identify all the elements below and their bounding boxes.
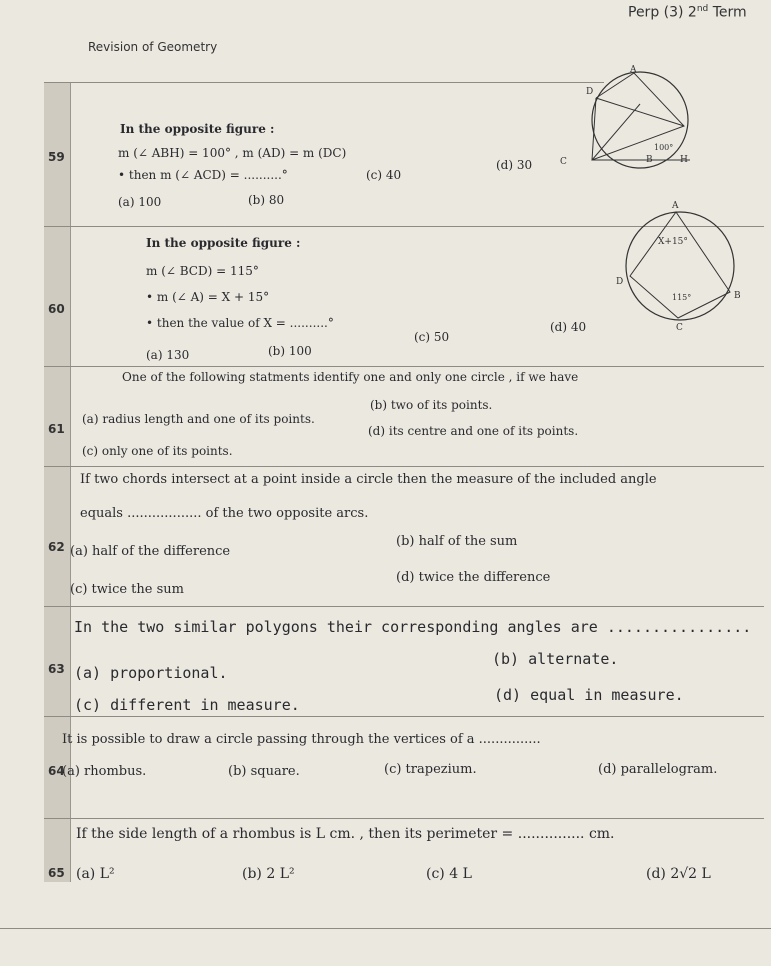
option-c[interactable]: (c) twice the sum <box>70 582 184 597</box>
question-number-59: 59 <box>48 150 65 164</box>
header-title: Perp (3) 2 <box>628 4 697 21</box>
option-b[interactable]: (b) half of the sum <box>396 534 518 549</box>
section-title: Revision of Geometry <box>88 40 218 54</box>
option-d[interactable]: (d) equal in measure. <box>494 686 684 704</box>
option-c[interactable]: (c) only one of its points. <box>82 444 233 458</box>
option-a[interactable]: (a) 100 <box>118 195 162 209</box>
option-a[interactable]: (a) half of the difference <box>70 544 231 559</box>
question-number-65: 65 <box>48 866 65 880</box>
option-d[interactable]: (d) 40 <box>550 320 587 334</box>
figure-label: H <box>680 155 688 165</box>
option-d[interactable]: (d) 2√2 L <box>646 866 711 882</box>
figure-label: D <box>586 87 594 97</box>
option-a[interactable]: (a) L² <box>76 866 115 882</box>
question-65-line: If the side length of a rhombus is L cm. , then its perimeter = ............... cm. <box>76 826 615 842</box>
option-b[interactable]: (b) 100 <box>268 344 312 358</box>
figure-label: B <box>646 155 653 165</box>
divider <box>44 82 604 83</box>
divider <box>44 716 764 717</box>
option-a[interactable]: (a) rhombus. <box>62 764 147 779</box>
divider <box>44 606 764 607</box>
question-number-60: 60 <box>48 302 65 316</box>
question-number-61: 61 <box>48 422 65 436</box>
quadrilateral <box>630 212 730 318</box>
figure-label: 100° <box>654 143 674 152</box>
option-a[interactable]: (a) radius length and one of its points. <box>82 412 315 426</box>
question-60-line: • then the value of X = ..........° <box>146 316 334 330</box>
question-60-line: m (∠ BCD) = 115° <box>146 264 259 278</box>
question-61-line: One of the following statments identify one and only one circle , if we have <box>122 370 579 384</box>
option-c[interactable]: (c) trapezium. <box>384 762 477 777</box>
option-b[interactable]: (b) square. <box>228 764 300 779</box>
question-59-line: • then m (∠ ACD) = ..........° <box>118 168 288 182</box>
option-b[interactable]: (b) 2 L² <box>242 866 295 882</box>
figure-label: C <box>560 157 567 167</box>
option-a[interactable]: (a) proportional. <box>74 664 228 682</box>
option-d[interactable]: (d) 30 <box>496 158 533 172</box>
divider <box>44 466 764 467</box>
question-60-line: In the opposite figure : <box>146 236 301 250</box>
circle <box>592 72 688 168</box>
question-63-line: In the two similar polygons their corresponding angles are ................ <box>74 618 752 636</box>
divider <box>0 928 771 929</box>
option-c[interactable]: (c) different in measure. <box>74 696 300 714</box>
option-b[interactable]: (b) alternate. <box>492 650 619 668</box>
option-c[interactable]: (c) 50 <box>414 330 450 344</box>
figure-label: A <box>672 201 679 211</box>
question-62-line: equals .................. of the two opposite arcs. <box>80 506 369 521</box>
divider <box>44 366 764 367</box>
option-d[interactable]: (d) parallelogram. <box>598 762 718 777</box>
figure-label: 115° <box>672 293 692 302</box>
question-59-line: In the opposite figure : <box>120 122 275 136</box>
option-a[interactable]: (a) 130 <box>146 348 190 362</box>
question-60-line: • m (∠ A) = X + 15° <box>146 290 270 304</box>
number-column <box>44 82 71 882</box>
circle-figure-60 <box>610 196 750 336</box>
figure-label: D <box>616 277 624 287</box>
circle-figure-59 <box>548 64 698 182</box>
figure-label: B <box>734 291 741 301</box>
question-62-line: If two chords intersect at a point inside a circle then the measure of the included angle <box>80 472 657 487</box>
figure-label: X+15° <box>658 237 688 247</box>
figure-label: A <box>630 65 637 75</box>
option-b[interactable]: (b) two of its points. <box>370 398 493 412</box>
divider <box>44 818 764 819</box>
question-number-63: 63 <box>48 662 65 676</box>
page-header <box>628 4 747 21</box>
question-number-64: 64 <box>48 764 65 778</box>
option-b[interactable]: (b) 80 <box>248 193 285 207</box>
question-59-line: m (∠ ABH) = 100° , m (AD) = m (DC) <box>118 146 347 160</box>
option-c[interactable]: (c) 4 L <box>426 866 472 882</box>
figure-label: C <box>676 323 683 333</box>
header-term: Term <box>712 4 747 21</box>
option-c[interactable]: (c) 40 <box>366 168 402 182</box>
question-number-62: 62 <box>48 540 65 554</box>
option-d[interactable]: (d) twice the difference <box>396 570 551 585</box>
question-64-line: It is possible to draw a circle passing through the vertices of a ............... <box>62 732 541 747</box>
option-d[interactable]: (d) its centre and one of its points. <box>368 424 579 438</box>
circle <box>626 212 734 320</box>
header-superscript: nd <box>696 4 709 14</box>
